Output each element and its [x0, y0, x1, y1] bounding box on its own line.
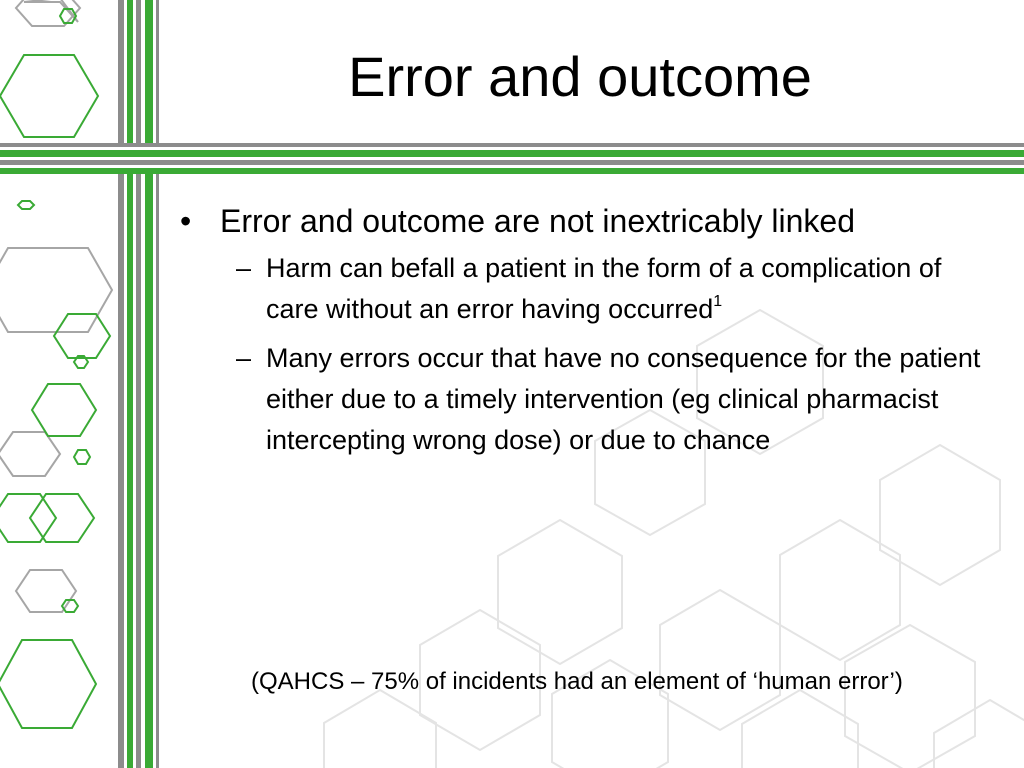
- bullet-marker: •: [180, 203, 192, 239]
- sub-bullet-text: Harm can befall a patient in the form of a complication of care without an error having occurred: [266, 253, 942, 324]
- left-hexagon-green-group: [0, 9, 110, 728]
- citation-superscript: 1: [713, 293, 723, 310]
- horizontal-stripes: [0, 143, 1024, 174]
- bullet-text: Error and outcome are not inextricably linked: [220, 203, 855, 239]
- sub-bullet-item: [180, 248, 990, 330]
- bullet-item: [180, 200, 990, 242]
- vertical-stripes: [118, 0, 159, 768]
- sub-bullet-item: [180, 338, 990, 461]
- sub-bullet-marker: –: [236, 253, 252, 283]
- sub-bullet-text: Many errors occur that have no consequence for the patient either due to a timely intervention (eg clinical pharmacist intercepting wrong dose) or due to chance: [266, 343, 981, 455]
- footnote-text: (QAHCS – 75% of incidents had an element of ‘human error’): [251, 668, 903, 695]
- bullet-list: [180, 200, 990, 469]
- slide-title: Error and outcome: [348, 45, 812, 108]
- sub-bullet-marker: –: [236, 343, 252, 373]
